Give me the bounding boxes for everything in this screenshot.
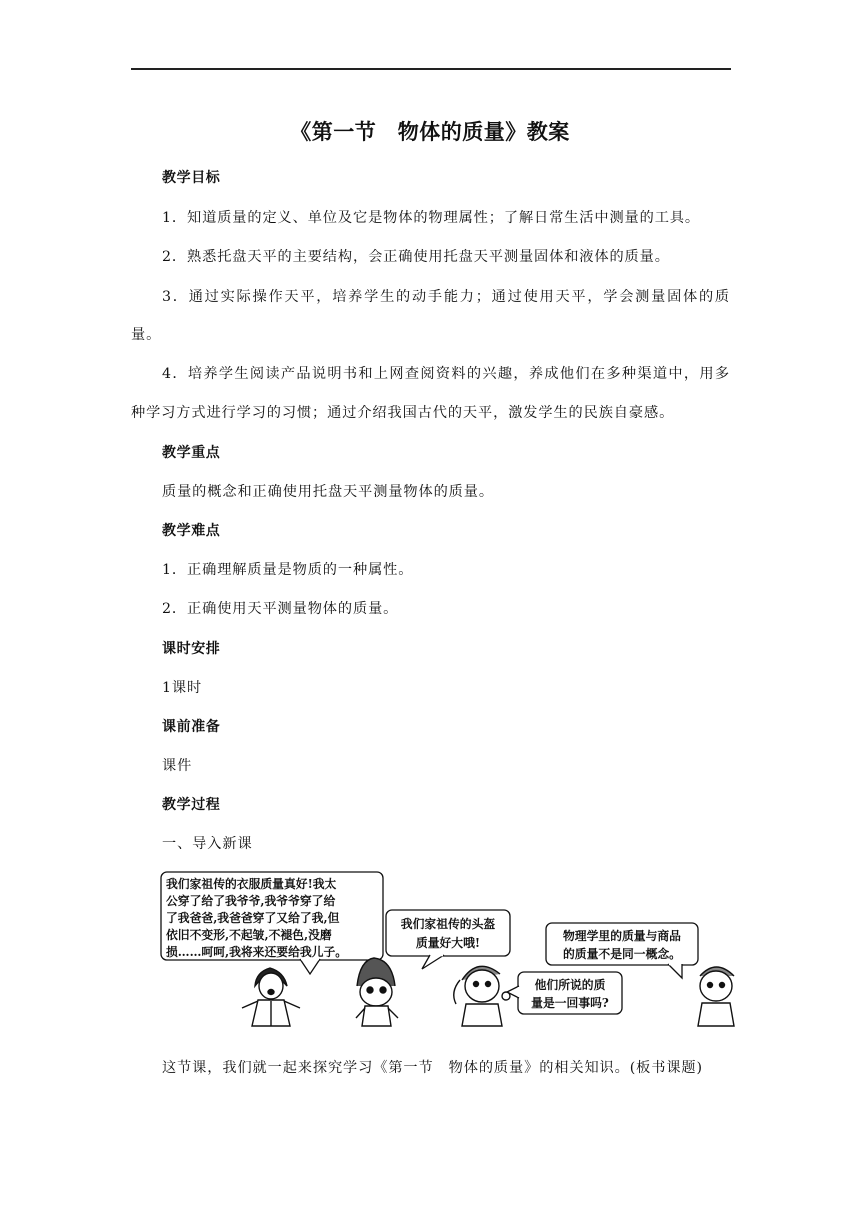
key-points-heading: 教学重点: [162, 445, 221, 461]
goal-item-2: 2．熟悉托盘天平的主要结构，会正确使用托盘天平测量固体和液体的质量。: [162, 249, 670, 265]
bubble4-line2: 的质量不是同一概念。: [563, 947, 681, 961]
difficulty-item-2: 2．正确使用天平测量物体的质量。: [162, 601, 399, 617]
difficulties-heading: 教学难点: [162, 523, 221, 539]
teacher-girl-character: [698, 967, 734, 1026]
boy-character: [242, 968, 300, 1026]
process-heading: 教学过程: [162, 797, 221, 813]
helmet-child-character: [356, 958, 398, 1026]
key-points-text: 质量的概念和正确使用托盘天平测量物体的质量。: [162, 484, 494, 500]
preparation-heading: 课前准备: [162, 719, 221, 735]
bubble3-line2: 量是一回事吗?: [531, 996, 609, 1010]
speech-bubble-1: [161, 872, 383, 974]
schedule-heading: 课时安排: [162, 641, 221, 657]
bubble4-line1: 物理学里的质量与商品: [563, 929, 681, 943]
goal-item-3-line1: 3．通过实际操作天平，培养学生的动手能力；通过使用天平，学会测量固体的质: [162, 289, 730, 305]
goal-item-4-line2: 种学习方式进行学习的习惯；通过介绍我国古代的天平，激发学生的民族自豪感。: [131, 405, 675, 421]
bubble2-line2: 质量好大哦!: [415, 936, 481, 950]
difficulty-item-1: 1．正确理解质量是物质的一种属性。: [162, 562, 414, 578]
speech-bubble-4: [546, 923, 698, 978]
goals-heading: 教学目标: [162, 170, 221, 186]
process-closing: 这节课，我们就一起来探究学习《第一节 物体的质量》的相关知识。(板书课题): [162, 1060, 703, 1076]
process-section-1: 一、导入新课: [162, 836, 253, 852]
page-title: 《第一节 物体的质量》教案: [290, 120, 570, 144]
bubble3-line1: 他们所说的质: [534, 978, 606, 992]
speech-bubble-3: [507, 972, 622, 1014]
bubble1-line2: 公穿了给了我爷爷,我爷爷穿了给: [166, 894, 336, 908]
header-rule: [131, 68, 731, 70]
intro-illustration: [160, 868, 740, 1028]
bubble1-line3: 了我爸爸,我爸爸穿了又给了我,但: [166, 911, 340, 925]
goal-item-3-line2: 量。: [131, 327, 162, 343]
preparation-text: 课件: [162, 758, 193, 774]
girl-character: [454, 966, 510, 1026]
goal-item-1: 1．知道质量的定义、单位及它是物体的物理属性；了解日常生活中测量的工具。: [162, 210, 700, 226]
goal-item-4-line1: 4．培养学生阅读产品说明书和上网查阅资料的兴趣，养成他们在多种渠道中，用多: [162, 366, 730, 382]
bubble2-line1: 我们家祖传的头盔: [400, 917, 496, 931]
bubble1-line4: 依旧不变形,不起皱,不褪色,没磨: [166, 928, 332, 942]
bubble1-line1: 我们家祖传的衣服质量真好!我太: [166, 877, 337, 891]
bubble1-line5: 损……呵呵,我将来还要给我儿子。: [166, 945, 348, 959]
schedule-text: 1课时: [162, 680, 203, 696]
speech-bubble-2: [386, 910, 510, 969]
